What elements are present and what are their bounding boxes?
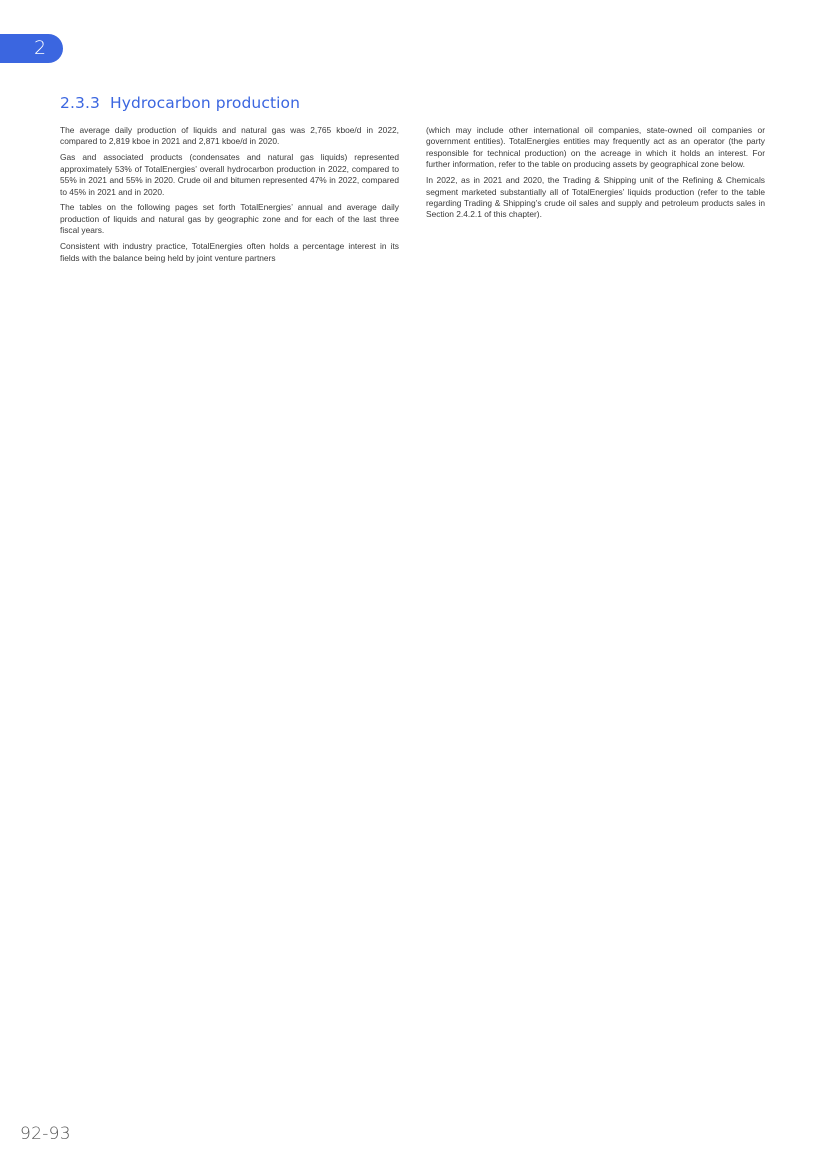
- chapter-number: 2: [34, 37, 47, 59]
- right-column: [426, 125, 765, 225]
- paragraph: The tables on the following pages set forth TotalEnergies’ annual and average daily production of liquids and natural gas by geographic zone and for each of the last three fiscal years.: [60, 202, 399, 236]
- page-number: 92-93: [20, 1124, 71, 1144]
- section-title-text: Hydrocarbon production: [109, 94, 301, 112]
- paragraph: In 2022, as in 2021 and 2020, the Trading & Shipping unit of the Refining & Chemicals segment marketed substantially all of TotalEnergies’ liquids production (refer to the table regarding Trading & Shipping’s crude oil sales and supply and petroleum products sales in Section 2.4.2.1 of this chapter).: [426, 175, 765, 220]
- section-title: [60, 94, 300, 112]
- chapter-tab: [0, 34, 63, 63]
- section-number: 2.3.3: [60, 94, 100, 112]
- left-column: [60, 125, 399, 268]
- paragraph: Gas and associated products (condensates and natural gas liquids) represented approximately 53% of TotalEnergies’ overall hydrocarbon production in 2022, compared to 55% in 2021 and 55% in 2020. Crude oil and bitumen represented 47% in 2022, compared to 45% in 2021 and in 2020.: [60, 152, 399, 197]
- paragraph: The average daily production of liquids and natural gas was 2,765 kboe/d in 2022, compared to 2,819 kboe in 2021 and 2,871 kboe/d in 2020.: [60, 125, 399, 147]
- paragraph: Consistent with industry practice, TotalEnergies often holds a percentage interest in its fields with the balance being held by joint venture partners: [60, 241, 399, 263]
- paragraph: (which may include other international oil companies, state-owned oil companies or government entities). TotalEnergies entities may frequently act as an operator (the party responsible for technical production) on the acreage in which it holds an interest. For further information, refer to the table on producing assets by geographical zone below.: [426, 125, 765, 170]
